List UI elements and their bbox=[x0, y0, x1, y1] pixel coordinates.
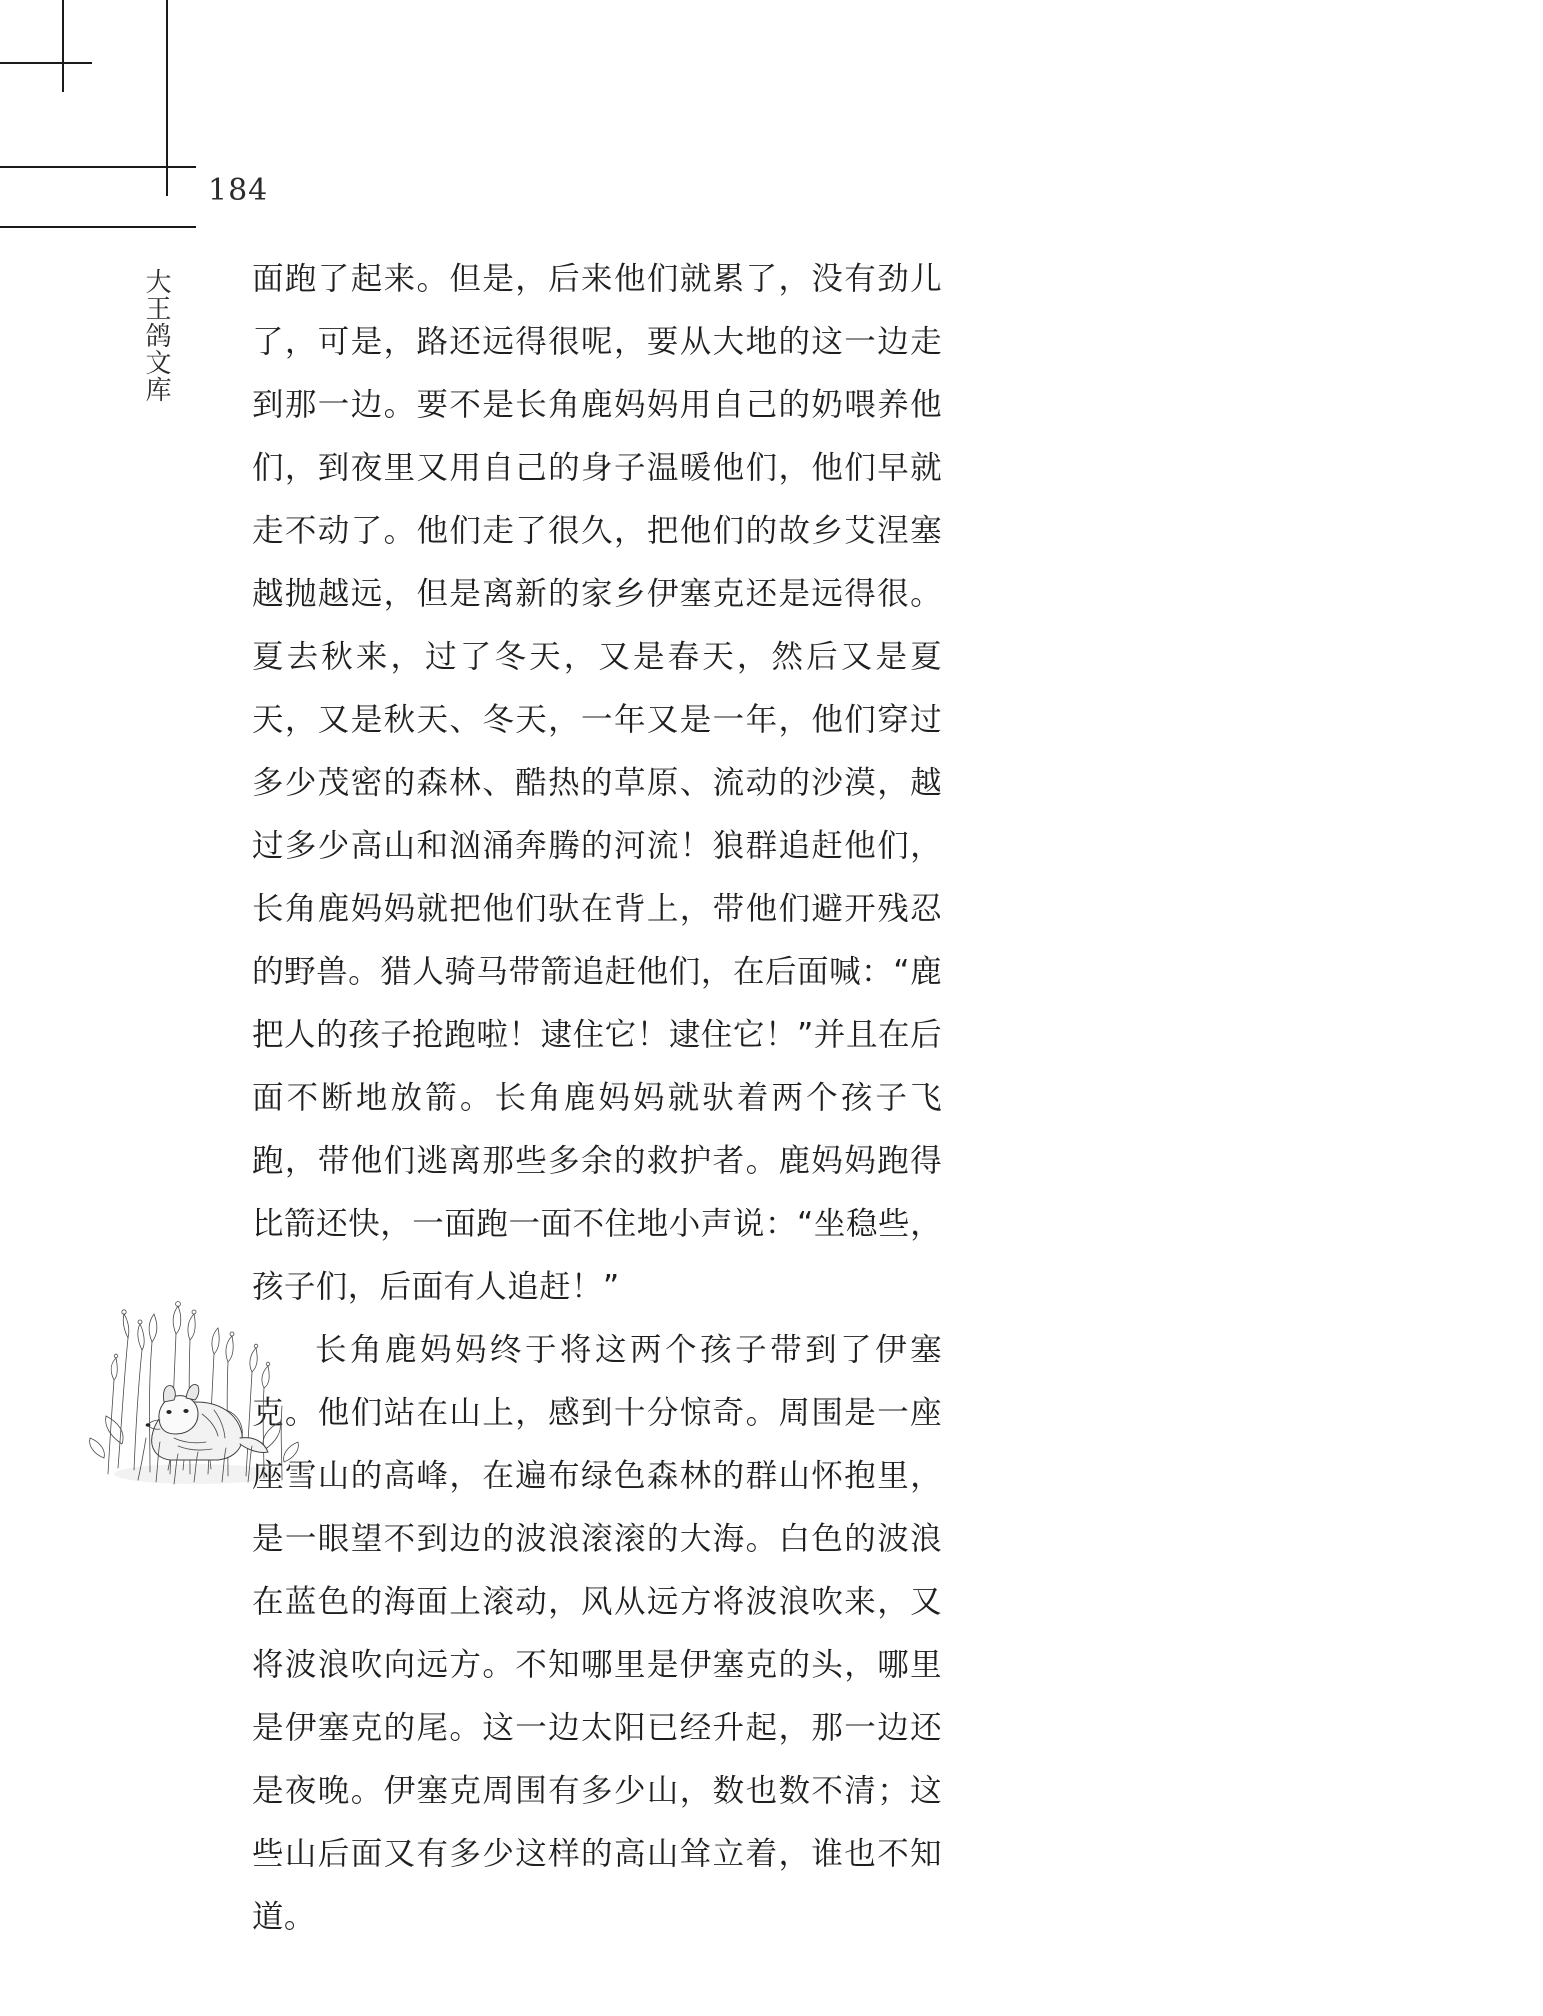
page-number: 184 bbox=[208, 173, 269, 208]
paragraph-1: 面跑了起来。但是，后来他们就累了，没有劲儿了，可是，路还远得很呢，要从大地的这一边走到那一边。要不是长角鹿妈妈用自己的奶喂养他们，到夜里又用自己的身子温暖他们，他们早就走不动了。他们走了很久，把他们的故乡艾涅塞越抛越远，但是离新的家乡伊塞克还是远得很。夏去秋来，过了冬天，又是春天，然后又是夏天，又是秋天、冬天，一年又是一年，他们穿过多少茂密的森林、酷热的草原、流动的沙漠，越过多少高山和汹涌奔腾的河流！狼群追赶他们，长角鹿妈妈就把他们驮在背上，带他们避开残忍的野兽。猎人骑马带箭追赶他们，在后面喊：“鹿把人的孩子抢跑啦！逮住它！逮住它！”并且在后面不断地放箭。长角鹿妈妈就驮着两个孩子飞跑，带他们逃离那些多余的救护者。鹿妈妈跑得比箭还快，一面跑一面不住地小声说：“坐稳些，孩子们，后面有人追赶！” bbox=[252, 261, 942, 1305]
series-label: 大王鸽文库 bbox=[141, 268, 171, 403]
header-rule bbox=[0, 226, 196, 228]
fox-cub-in-grass-sketch-icon bbox=[78, 1238, 308, 1488]
body-text-column bbox=[252, 248, 942, 1949]
fox-cub-in-grass-illustration bbox=[78, 1238, 308, 1488]
paragraph-2: 长角鹿妈妈终于将这两个孩子带到了伊塞克。他们站在山上，感到十分惊奇。周围是一座座雪山的高峰，在遍布绿色森林的群山怀抱里，是一眼望不到边的波浪滚滚的大海。白色的波浪在蓝色的海面上滚动，风从远方将波浪吹来，又将波浪吹向远方。不知哪里是伊塞克的头，哪里是伊塞克的尾。这一边太阳已经升起，那一边还是夜晚。伊塞克周围有多少山，数也数不清；这些山后面又有多少这样的高山耸立着，谁也不知道。 bbox=[252, 1332, 942, 1935]
